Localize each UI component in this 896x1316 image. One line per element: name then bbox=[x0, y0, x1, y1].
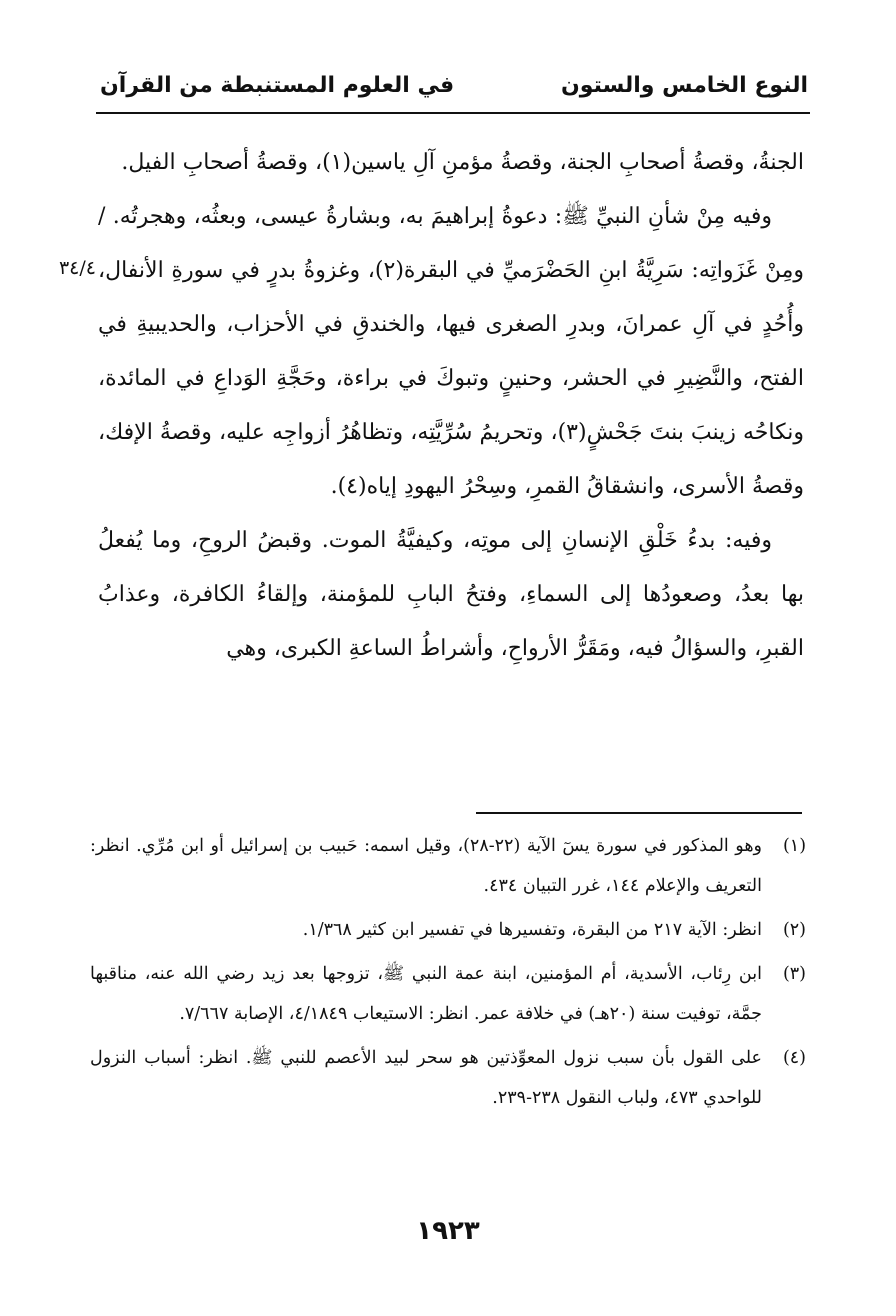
footnote-4 bbox=[90, 1038, 806, 1118]
footnote-separator bbox=[476, 812, 802, 814]
running-header-chapter: النوع الخامس والستون bbox=[561, 72, 808, 98]
footnotes bbox=[90, 826, 806, 1122]
footnote-number: (٢) bbox=[782, 920, 806, 940]
footnote-3 bbox=[90, 954, 806, 1034]
footnote-number: (٣) bbox=[782, 964, 806, 984]
footnote-2 bbox=[90, 910, 806, 950]
paragraph-2: وفيه مِنْ شأنِ النبيِّ ﷺ: دعوةُ إبراهيمَ به، وبشارةُ عيسى، وبعثُه، وهجرتُه. / ومِنْ غَزَواتِه: سَرِيَّةُ ابنِ الحَضْرَميِّ في البقرة(٢)، وغزوةُ بدرٍ في سورةِ الأنفال، وأُحُدٍ في آلِ عمرانَ، وبدرِ الصغرى فيها، والخندقِ في الأحزاب، والحديبيةِ في الفتح، والنَّضِيرِ في الحشر، وحنينٍ وتبوكَ في براءة، وحَجَّةِ الوَداعِ في المائدة، ونكاحُه زينبَ بنتَ جَحْشٍ(٣)، وتحريمُ سُرِّيَّتِه، وتظاهُرُ أزواجِه عليه، وقصةُ الإفك، وقصةُ الأسرى، وانشقاقُ القمرِ، وسِحْرُ اليهودِ إياه(٤). bbox=[98, 204, 804, 499]
footnote-text: على القول بأن سبب نزول المعوِّذتين هو سحر لبيد الأعصم للنبي ﷺ. انظر: أسباب النزول للواحدي ٤٧٣، ولباب النقول ٢٣٨-٢٣٩. bbox=[90, 1048, 762, 1108]
main-text bbox=[98, 136, 804, 676]
page-number: ١٩٢٣ bbox=[416, 1216, 480, 1246]
paragraph-1: الجنةُ، وقصةُ أصحابِ الجنة، وقصةُ مؤمنِ آلِ ياسين(١)، وقصةُ أصحابِ الفيل. bbox=[121, 150, 804, 175]
manuscript-margin-reference: ٣٤/٤ bbox=[58, 257, 96, 279]
footnote-number: (٤) bbox=[782, 1048, 806, 1068]
footnote-text: ابن رِئاب، الأسدية، أم المؤمنين، ابنة عمة النبي ﷺ، تزوجها بعد زيد رضي الله عنه، مناقبها جمَّة، توفيت سنة (٢٠هـ) في خلافة عمر. انظر: الاستيعاب ٤/١٨٤٩، الإصابة ٧/٦٦٧. bbox=[90, 964, 762, 1024]
footnote-number: (١) bbox=[782, 836, 807, 856]
footnote-1 bbox=[90, 826, 806, 906]
footnote-text: انظر: الآية ٢١٧ من البقرة، وتفسيرها في تفسير ابن كثير ١/٣٦٨. bbox=[302, 920, 762, 940]
header-rule bbox=[96, 112, 810, 114]
running-header-book-section: في العلوم المستنبطة من القرآن bbox=[100, 72, 455, 98]
footnote-text: وهو المذكور في سورة يسٓ الآية (٢٢-٢٨)، وقيل اسمه: حَبيب بن إسرائيل أو ابن مُرِّي. انظر: التعريف والإعلام ١٤٤، غرر التبيان ٤٣٤. bbox=[90, 836, 763, 896]
paragraph-3: وفيه: بدءُ خَلْقِ الإنسانِ إلى موتِه، وكيفيَّةُ الموت. وقبضُ الروحِ، وما يُفعلُ بها بعدُ، وصعودُها إلى السماءِ، وفتحُ البابِ للمؤمنة، وإلقاءُ الكافرة، وعذابُ القبرِ، والسؤالُ فيه، ومَقَرُّ الأرواحِ، وأشراطُ الساعةِ الكبرى، وهي bbox=[98, 528, 804, 661]
